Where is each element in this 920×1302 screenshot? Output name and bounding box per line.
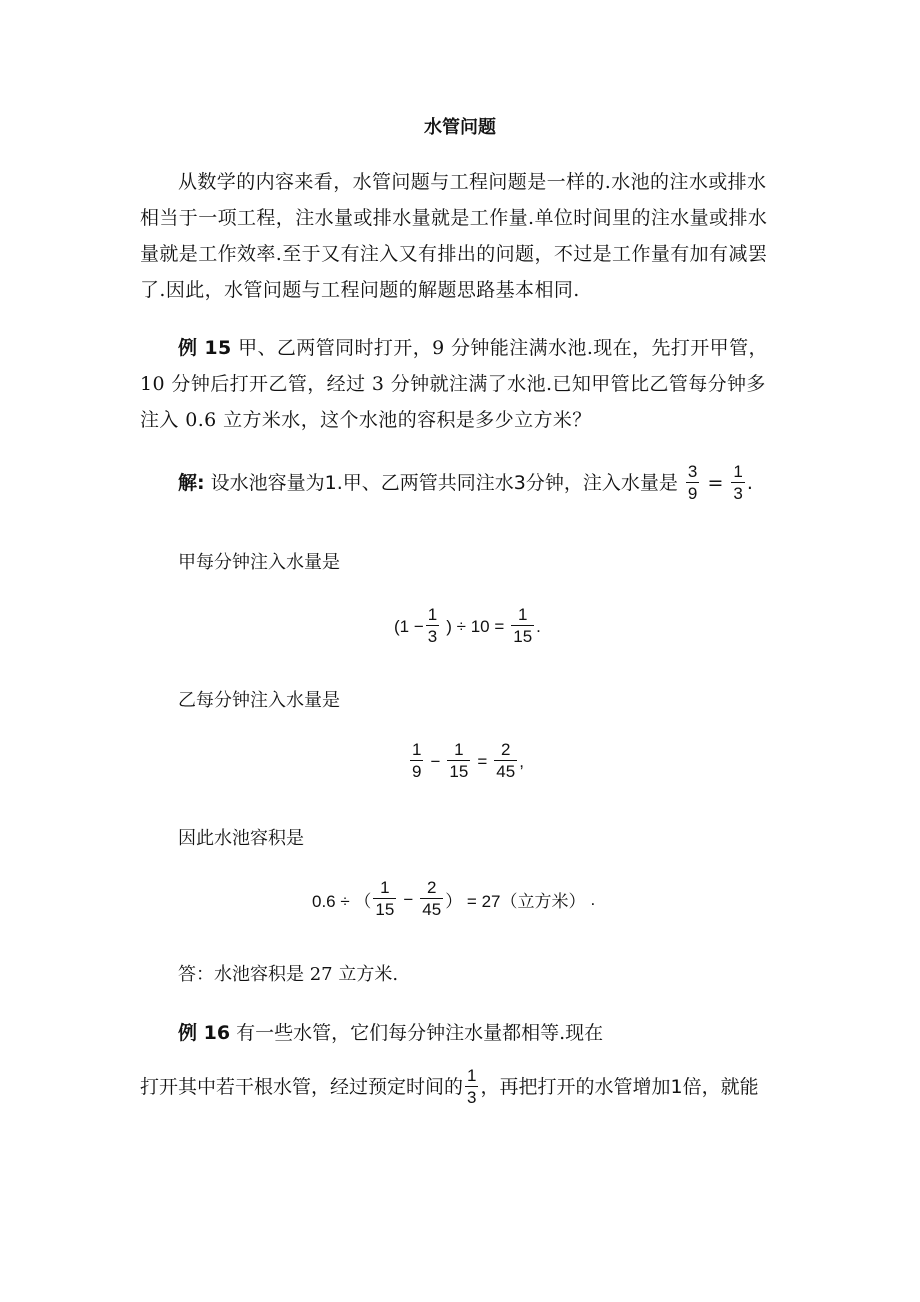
fraction-1-15: $\frac{1}{15}$ [449, 740, 469, 781]
fraction-1-9: $\frac{1}{9}$ [412, 740, 422, 781]
answer-line: 答：水池容积是 27 立方米. [178, 964, 399, 985]
fraction-1-15: $\frac{1}{15}$ [513, 605, 533, 646]
example-16-line [178, 1018, 603, 1045]
solution-text: 设水池容量为1.甲、乙两管共同注水3分钟，注入水量是 [204, 472, 678, 494]
period: . [746, 472, 753, 494]
yi-rate-label: 乙每分钟注入水量是 [178, 690, 340, 711]
equals-sign: = [707, 472, 724, 494]
example-15-paragraph [140, 330, 780, 438]
solution-line [178, 462, 753, 505]
fraction-3-9: $\frac{3}{9}$ [687, 462, 698, 503]
example-15-text: 甲、乙两管同时打开，9 分钟能注满水池.现在，先打开甲管，10 分钟后打开乙管，经过 3 分钟就注满了水池.已知甲管比乙管每分钟多注入 0.6 立方米水，这个水池的容积是多少立方米？ [140, 337, 768, 431]
fraction-2-45: $\frac{2}{45}$ [422, 878, 442, 919]
fraction-1-15: $\frac{1}{15}$ [375, 878, 395, 919]
example-16-text-a: 打开其中若干根水管，经过预定时间的 [140, 1076, 464, 1098]
example-16-text: 有一些水管，它们每分钟注水量都相等.现在 [230, 1022, 604, 1044]
example-16-label: 例 16 [178, 1022, 231, 1044]
example-15-label: 例 15 [178, 337, 232, 359]
solution-lead: 解: [178, 472, 205, 494]
equation-volume: 0.6 ÷ （ $\frac{1}{15}$ − $\frac{2}{45}$ ） = 27（立方米） . [312, 878, 596, 919]
fraction-1-3: $\frac{1}{3}$ [427, 605, 438, 646]
equation-jia-rate: (1 − $\frac{1}{3}$ ) ÷ 10 = $\frac{1}{15}$ . [394, 605, 541, 646]
volume-label: 因此水池容积是 [178, 828, 304, 849]
fraction-1-3: $\frac{1}{3}$ [733, 462, 743, 503]
fraction-2-45: $\frac{2}{45}$ [496, 740, 516, 781]
jia-rate-label: 甲每分钟注入水量是 [178, 552, 340, 573]
fraction-1-3: $\frac{1}{3}$ [467, 1066, 477, 1107]
intro-paragraph: 从数学的内容来看，水管问题与工程问题是一样的.水池的注水或排水相当于一项工程，注水量或排水量就是工作量.单位时间里的注水量或排水量就是工作效率.至于又有注入又有排出的问题，不过是工作量有加有减罢了.因此，水管问题与工程问题的解题思路基本相同. [140, 171, 768, 301]
example-16-line-2 [140, 1066, 759, 1109]
example-16-text-b: ，再把打开的水管增加1倍，就能 [480, 1076, 759, 1098]
equation-yi-rate: $\frac{1}{9}$ − $\frac{1}{15}$ = $\frac{2}{45}$ , [412, 740, 524, 781]
page-title: 水管问题 [424, 117, 496, 138]
